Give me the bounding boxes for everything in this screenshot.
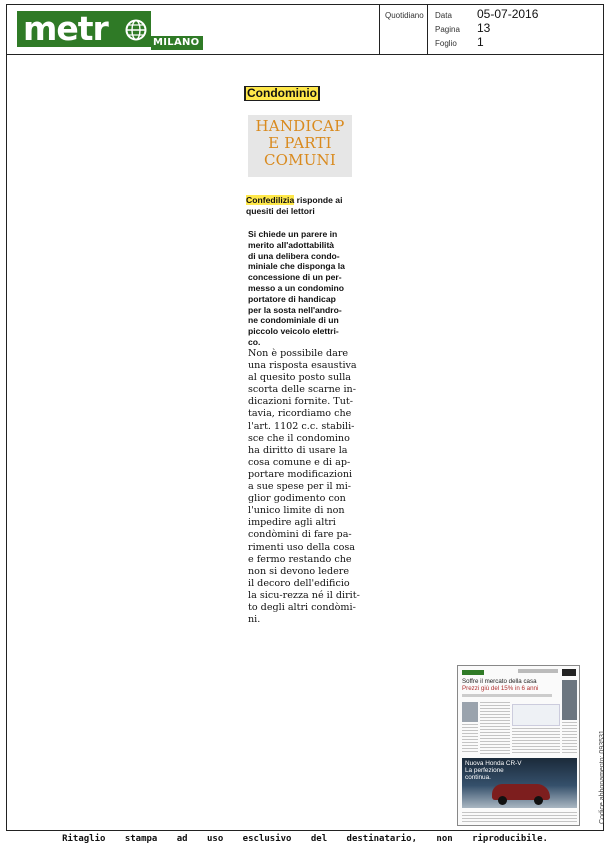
thumb-text-column [462, 724, 478, 754]
question-line: di una delibera condo- [248, 250, 340, 261]
header-divider [427, 5, 428, 54]
publication-logo [17, 11, 203, 53]
thumb-photo [462, 702, 478, 722]
question-line: Si chiede un parere in [248, 229, 338, 239]
question-line: co. [248, 336, 261, 347]
section-tag [244, 86, 320, 101]
subscriber-code-text: Codice abbonamento: 093531 [599, 730, 606, 824]
page-thumbnail [457, 665, 580, 826]
section-label: Condominio [247, 86, 317, 100]
answer-line: condòmini di fare pa- [248, 529, 352, 541]
meta-label-page: Pagina [435, 25, 460, 34]
thumb-advert-line: La perfezione [465, 767, 504, 774]
answer-line: to degli altri condòmi- [248, 601, 356, 613]
car-wheel [534, 796, 543, 805]
thumb-headline-line: Prezzi giù del 15% in 6 anni [462, 685, 539, 692]
answer-line: al quesito posto sulla [248, 372, 351, 384]
answer-line: ha diritto di usare la [248, 444, 348, 456]
answer-line: e fermo restando che [248, 553, 352, 565]
thumb-text-column [512, 728, 560, 754]
answer-line: portare modificazioni [248, 468, 353, 480]
globe-icon [125, 19, 147, 41]
answer-line: glior godimento con [248, 493, 346, 505]
answer-line: non si devono ledere [248, 565, 350, 577]
answer-line: dicazioni fornite. Tut- [248, 396, 353, 408]
thumb-side-photo [562, 680, 577, 720]
intro-line: quesiti dei lettori [246, 206, 315, 216]
answer-line: tavia, ricordiamo che [248, 408, 352, 420]
thumb-car-advert [462, 758, 577, 808]
thumb-text-column [562, 722, 577, 754]
thumb-chart [512, 704, 560, 726]
logo-city-badge [151, 36, 203, 50]
answer-line: una risposta esaustiva [248, 360, 357, 372]
answer-line: la sicu-rezza né il dirit- [248, 589, 360, 601]
answer-line: l'unico limite di non [248, 505, 345, 517]
question-line: portatore di handicap [248, 293, 336, 304]
intro-highlight: Confedilizia [246, 195, 295, 205]
headline-line: HANDICAP [255, 117, 345, 135]
subscriber-code [589, 730, 606, 828]
thumb-tagline [518, 669, 558, 673]
thumb-headline [462, 678, 578, 692]
headline-line: COMUNI [263, 151, 337, 169]
article-intro [246, 195, 354, 217]
headline-line: E PARTI [268, 134, 332, 152]
question-line: concessione di un per- [248, 272, 342, 283]
header-box [6, 4, 604, 55]
question-line: messo a un condomino [248, 282, 344, 293]
meta-label-sheet: Foglio [435, 39, 457, 48]
article-question [248, 229, 352, 348]
answer-line: scorta delle scarne in- [248, 384, 356, 396]
article-answer [248, 348, 360, 626]
thumb-text-column [480, 702, 510, 754]
question-line: miniale che disponga la [248, 261, 345, 272]
meta-label-date: Data [435, 11, 452, 20]
meta-value-sheet: 1 [477, 35, 484, 49]
answer-line: il decoro dell'edificio [248, 577, 350, 589]
question-line: per la sosta nell'andro- [248, 304, 342, 315]
thumb-headline-line: Soffre il mercato della casa [462, 678, 537, 685]
question-line: piccolo veicolo elettri- [248, 326, 339, 337]
thumb-subheadline [462, 694, 552, 697]
car-wheel [498, 796, 507, 805]
thumb-corner-ad [562, 669, 576, 676]
answer-line: l'art. 1102 c.c. stabili- [248, 420, 355, 432]
thumb-advert-line: Nuova Honda CR-V [465, 760, 522, 767]
answer-line: a sue spese per il mi- [248, 481, 352, 493]
thumb-advert-title [465, 760, 521, 781]
footer-notice: Ritaglio stampa ad uso esclusivo del destinatario, non riproducibile. [62, 834, 548, 844]
header-divider [379, 5, 380, 54]
logo-word: metr [23, 9, 108, 48]
thumb-logo [462, 670, 484, 675]
logo-city: MILANO [153, 37, 200, 48]
answer-line: impedire agli altri [248, 517, 336, 529]
answer-line: rimenti uso della cosa [248, 541, 356, 553]
answer-line: ni. [248, 614, 261, 626]
thumb-footer-text [462, 812, 577, 822]
question-line: merito all'adottabilità [248, 239, 335, 250]
meta-value-page: 13 [477, 21, 491, 35]
answer-line: sce che il condomino [248, 432, 350, 444]
headline-box [248, 115, 352, 177]
meta-value-date: 05-07-2016 [477, 7, 539, 21]
publication-type: Quotidiano [385, 11, 424, 20]
thumb-advert-line: continua. [465, 774, 491, 781]
intro-text: risponde ai [294, 195, 343, 205]
answer-line: cosa comune e di ap- [248, 456, 351, 468]
intro-line [246, 195, 354, 206]
answer-line: Non è possibile dare [248, 348, 349, 359]
question-line: ne condominiale di un [248, 315, 339, 326]
